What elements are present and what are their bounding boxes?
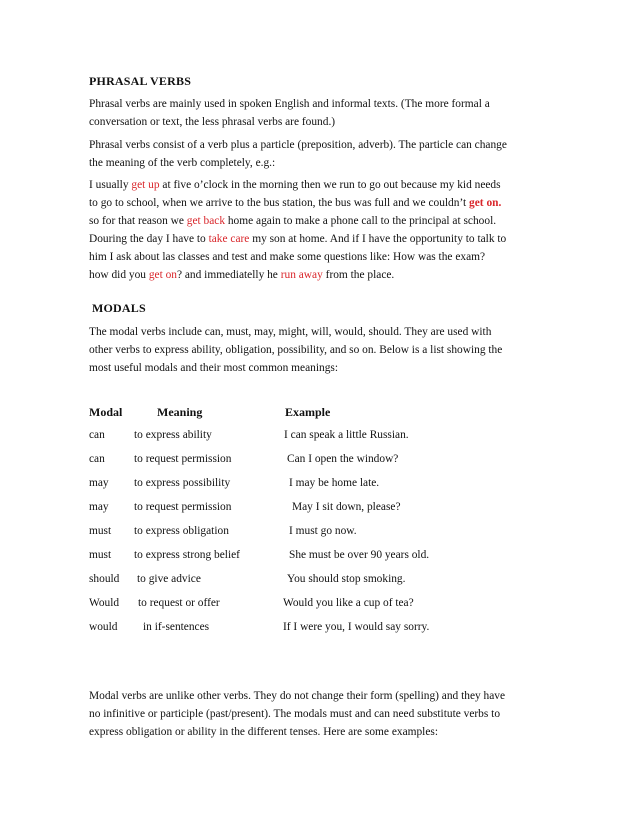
modals-closing-paragraph (89, 687, 559, 741)
table-row (89, 429, 559, 445)
phrasal-verb-highlight: get back (186, 215, 226, 227)
cell-meaning: to express ability (134, 429, 212, 441)
text-line: Phrasal verbs consist of a verb plus a particle (preposition, adverb). The particle can change (89, 139, 507, 151)
text-segment: so for that reason we (89, 215, 187, 227)
cell-example: Can I open the window? (287, 453, 399, 465)
cell-modal: must (89, 549, 112, 561)
cell-modal: should (89, 573, 120, 585)
cell-meaning: to express possibility (134, 477, 231, 489)
text-segment: from the place. (322, 269, 395, 281)
phrasal-example-paragraph (89, 176, 559, 284)
cell-example: She must be over 90 years old. (289, 549, 430, 561)
phrasal-verb-highlight: take care (208, 233, 250, 245)
cell-meaning: in if-sentences (143, 621, 210, 633)
text-line: him I ask about las classes and test and make some questions like: How was the exam? (89, 251, 486, 263)
text-segment: home again to make a phone call to the principal at school. (225, 215, 497, 227)
cell-meaning: to request permission (134, 501, 232, 513)
cell-modal: may (89, 477, 109, 489)
table-row (89, 621, 559, 637)
table-row (89, 573, 559, 589)
cell-meaning: to request or offer (138, 597, 220, 609)
text-line: most useful modals and their most common meanings: (89, 362, 338, 374)
text-line: express obligation or ability in the different tenses. Here are some examples: (89, 726, 438, 738)
cell-meaning: to express obligation (134, 525, 229, 537)
text-segment: I usually (89, 179, 132, 191)
text-line: the meaning of the verb completely, e.g.: (89, 157, 276, 169)
phrasal-definition-paragraph (89, 136, 559, 172)
table-header (89, 405, 559, 421)
phrasal-intro-paragraph (89, 95, 559, 131)
cell-meaning: to give advice (137, 573, 201, 585)
cell-modal: can (89, 453, 105, 465)
cell-modal: can (89, 429, 105, 441)
text-line (89, 212, 559, 230)
cell-example: I can speak a little Russian. (284, 429, 409, 441)
table-row (89, 597, 559, 613)
text-line (89, 266, 559, 284)
text-line: no infinitive or participle (past/present). The modals must and can need substitute verbs to (89, 708, 501, 720)
table-row (89, 477, 559, 493)
column-header-example: Example (285, 405, 331, 419)
text-segment: at five o’clock in the morning then we run to go out because my kid needs (159, 179, 501, 191)
cell-meaning: to request permission (134, 453, 232, 465)
phrasal-verb-highlight: get up (131, 179, 160, 191)
text-line (89, 230, 559, 248)
cell-meaning: to express strong belief (134, 549, 240, 561)
cell-example: I must go now. (289, 525, 357, 537)
text-segment: Douring the day I have to (89, 233, 209, 245)
cell-example: You should stop smoking. (287, 573, 406, 585)
phrasal-verb-highlight: get on. (469, 197, 502, 209)
cell-example: May I sit down, please? (292, 501, 401, 513)
table-row (89, 549, 559, 565)
text-segment: how did you (89, 269, 149, 281)
phrasal-verb-highlight: get on (148, 269, 177, 281)
text-line: other verbs to express ability, obligation, possibility, and so on. Below is a list showing the (89, 344, 503, 356)
text-segment: ? and immediatelly he (176, 269, 281, 281)
text-line (89, 194, 559, 212)
phrasal-verbs-heading: PHRASAL VERBS (89, 74, 192, 88)
text-segment: to go to school, when we arrive to the bus station, the bus was full and we couldn’t (89, 197, 470, 209)
cell-modal: may (89, 501, 109, 513)
table-row (89, 525, 559, 541)
cell-modal: Would (89, 597, 120, 609)
modals-heading: MODALS (92, 301, 146, 315)
text-line: conversation or text, the less phrasal verbs are found.) (89, 116, 336, 128)
column-header-modal: Modal (89, 405, 123, 419)
text-line: Phrasal verbs are mainly used in spoken English and informal texts. (The more formal a (89, 98, 490, 110)
text-segment: my son at home. And if I have the opportunity to talk to (249, 233, 507, 245)
column-header-meaning: Meaning (157, 405, 203, 419)
cell-modal: must (89, 525, 112, 537)
phrasal-verb-highlight: run away (280, 269, 323, 281)
cell-modal: would (89, 621, 118, 633)
text-line: The modal verbs include can, must, may, might, will, would, should. They are used with (89, 326, 492, 338)
table-row (89, 501, 559, 517)
text-line: Modal verbs are unlike other verbs. They do not change their form (spelling) and they have (89, 690, 506, 702)
cell-example: I may be home late. (289, 477, 380, 489)
modals-intro-paragraph (89, 323, 559, 377)
cell-example: Would you like a cup of tea? (283, 597, 414, 609)
table-row (89, 453, 559, 469)
cell-example: If I were you, I would say sorry. (283, 621, 430, 633)
text-line (89, 176, 559, 194)
